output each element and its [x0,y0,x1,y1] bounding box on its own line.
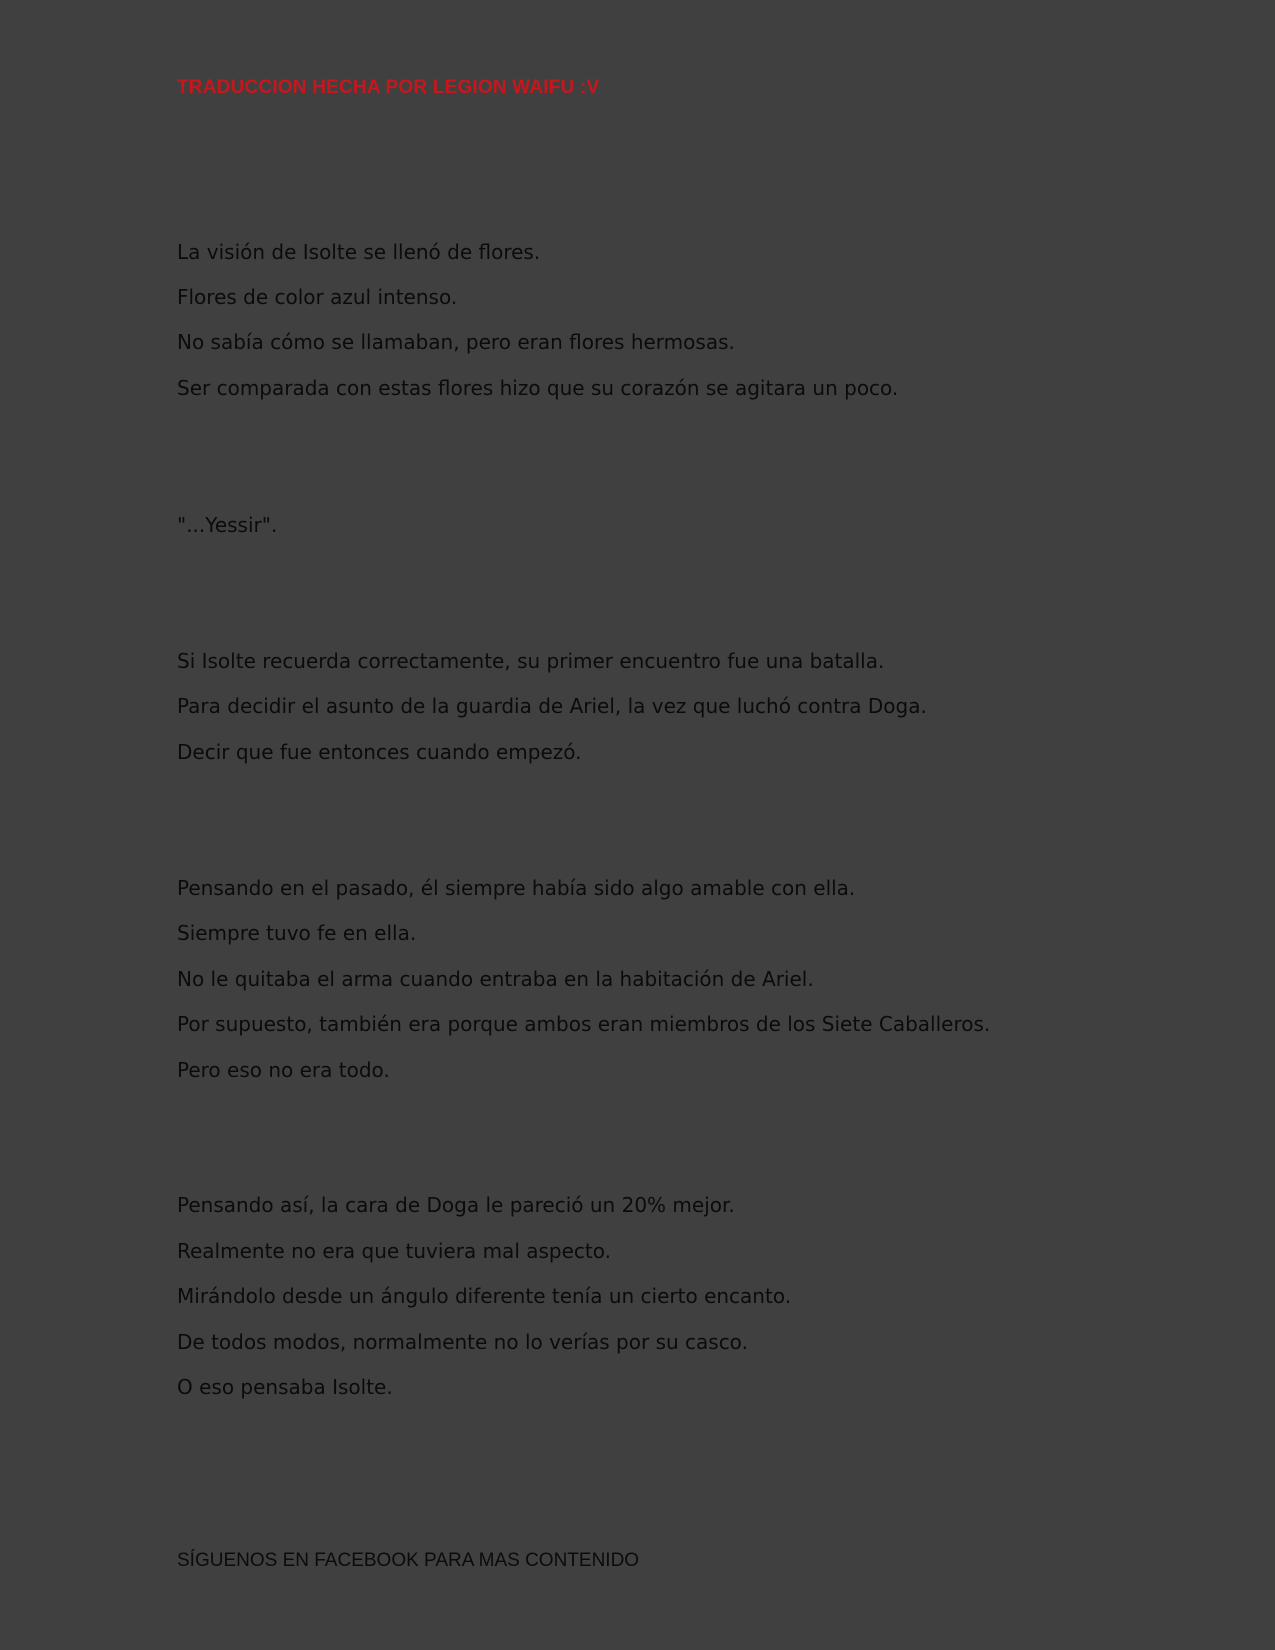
paragraph-5-line-5: O eso pensaba Isolte. [177,1375,393,1399]
paragraph-4-line-3: No le quitaba el arma cuando entraba en la habitación de Ariel. [177,967,814,991]
paragraph-3-line-3: Decir que fue entonces cuando empezó. [177,740,582,764]
paragraph-4-line-5: Pero eso no era todo. [177,1058,390,1082]
paragraph-5-line-4: De todos modos, normalmente no lo verías por su casco. [177,1330,748,1354]
paragraph-1-line-1: La visión de Isolte se llenó de flores. [177,240,541,264]
paragraph-4-line-2: Siempre tuvo fe en ella. [177,921,417,945]
translator-credit-header: TRADUCCION HECHA POR LEGION WAIFU :V [177,77,600,98]
paragraph-5-line-1: Pensando así, la cara de Doga le pareció un 20% mejor. [177,1193,735,1217]
paragraph-5-line-3: Mirándolo desde un ángulo diferente tenía un cierto encanto. [177,1284,792,1308]
paragraph-2-line-1: "...Yessir". [177,513,278,537]
paragraph-5-line-2: Realmente no era que tuviera mal aspecto. [177,1239,611,1263]
paragraph-1-line-2: Flores de color azul intenso. [177,285,458,309]
paragraph-1-line-4: Ser comparada con estas flores hizo que su corazón se agitara un poco. [177,376,899,400]
paragraph-3-line-2: Para decidir el asunto de la guardia de Ariel, la vez que luchó contra Doga. [177,694,927,718]
paragraph-3-line-1: Si Isolte recuerda correctamente, su primer encuentro fue una batalla. [177,649,885,673]
paragraph-1-line-3: No sabía cómo se llamaban, pero eran flores hermosas. [177,330,735,354]
paragraph-4-line-4: Por supuesto, también era porque ambos eran miembros de los Siete Caballeros. [177,1012,991,1036]
facebook-follow-footer: SÍGUENOS EN FACEBOOK PARA MAS CONTENIDO [177,1550,640,1571]
paragraph-4-line-1: Pensando en el pasado, él siempre había sido algo amable con ella. [177,876,856,900]
